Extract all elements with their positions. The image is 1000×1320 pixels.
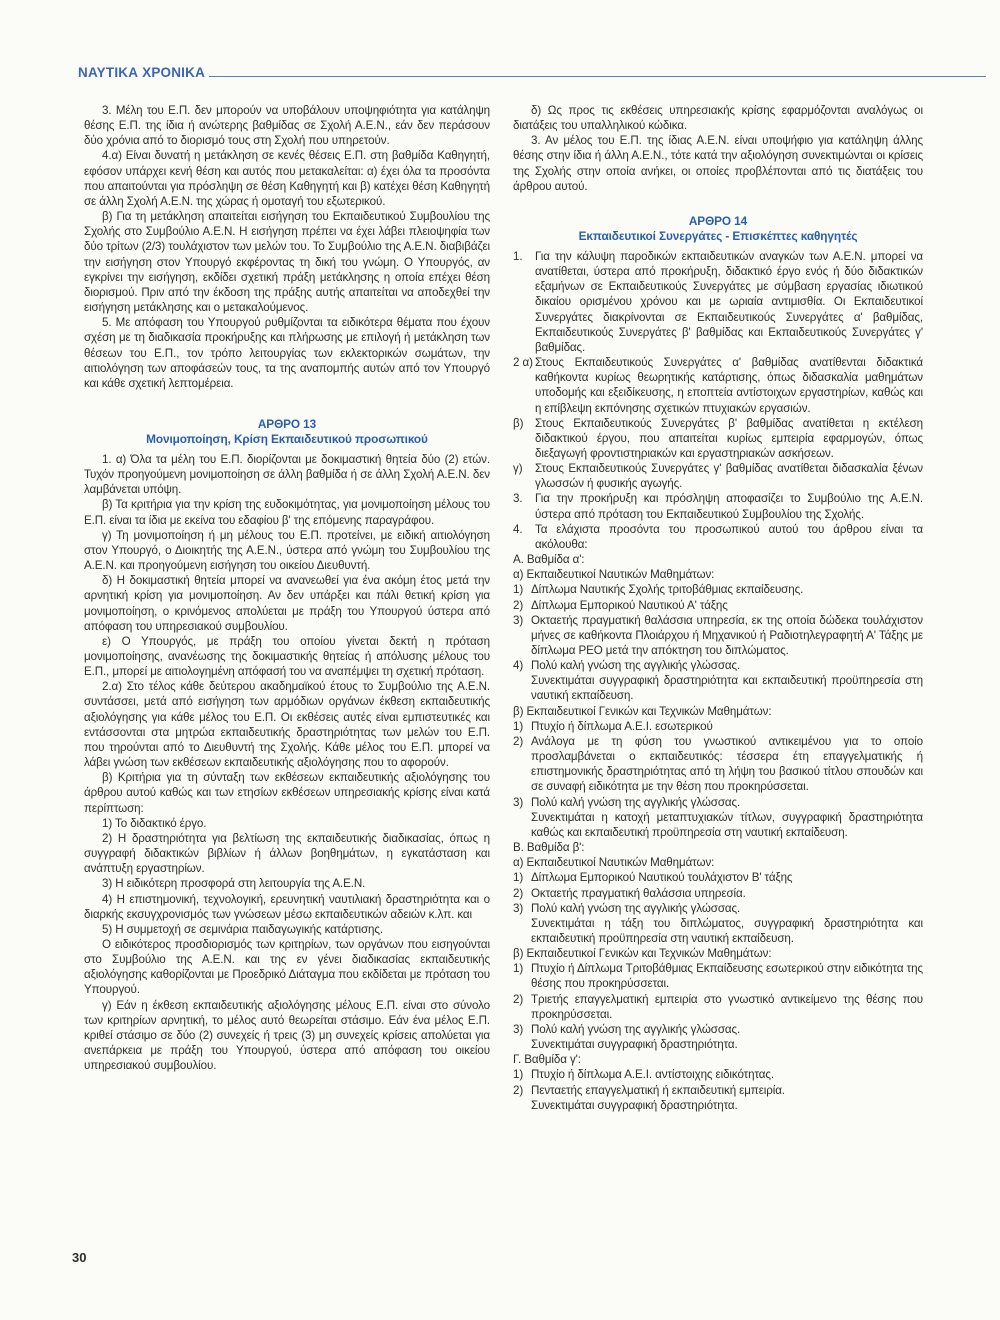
paragraph: β) Κριτήρια για τη σύνταξη των εκθέσεων εκπαιδευτικής αξιολόγησης του άρθρου αυτού καθώς και των ετησίων εκθέσεων υπηρεσιακής κρίσης είναι κατά περίπτωση:: [84, 771, 490, 815]
article-14-subtitle: Εκπαιδευτικοί Συνεργάτες - Επισκέπτες καθηγητές: [578, 229, 858, 244]
item-number: 1): [513, 583, 524, 597]
criteria-item: 1) Το διδακτικό έργο.: [102, 816, 207, 830]
subject-heading: β) Εκπαιδευτικοί Γενικών και Τεχνικών Μαθημάτων:: [513, 947, 772, 961]
paragraph: δ) Η δοκιμαστική θητεία μπορεί να ανανεωθεί για ένα ακόμη έτος μετά την αρνητική κρίση για μονιμοποίηση. Αν δεν υπάρξει και πάλι θετική κρίση για μονιμοποίηση, ο κρινόμενος απολύεται με πράξη του Υπουργού ύστερα από απόφαση του υπηρεσιακού συμβουλίου.: [84, 574, 490, 633]
numbered-item: [513, 355, 923, 416]
paragraph: γ) Τη μονιμοποίηση ή μη μέλους του Ε.Π. προτείνει, με ειδική αιτιολόγηση στον Υπουργό, ο Διοικητής της Α.Ε.Ν., ύστερα από γνώμη του Συμβουλίου της Α.Ε.Ν. και προηγούμενη εισήγηση του οικείου Διευθυντή.: [84, 528, 490, 573]
article-14-title: ΑΡΘΡΟ 14: [688, 213, 748, 228]
running-header: [78, 64, 986, 84]
paragraph: γ) Εάν η έκθεση εκπαιδευτικής αξιολόγησης μέλους Ε.Π. είναι στο σύνολο των κριτηρίων αρνητική, το μέλος αυτό θεωρείται στάσιμο. Εάν ένα μέλος Ε.Π. κριθεί στάσιμο σε δύο (2) συνεχείς ή τρεις (3) μη συνεχείς κρίσεις απολύεται για ανεπάρκεια με πράξη του Υπουργού, ύστερα από απόφαση του οικείου υπηρεσιακού συμβουλίου.: [84, 998, 490, 1073]
item-text: Πολύ καλή γνώση της αγγλικής γλώσσας.: [531, 659, 741, 673]
note: Συνεκτιμάται η τάξη του διπλώματος, συγγραφική δραστηριότητα και εκπαιδευτική προϋπηρεσία στη ναυτική εκπαίδευση.: [531, 916, 923, 945]
item-number: 2): [513, 886, 524, 900]
numbered-item: [513, 461, 923, 491]
note: Συνεκτιμάται συγγραφική δραστηριότητα.: [531, 1038, 738, 1052]
paragraph: 5. Με απόφαση του Υπουργού ρυθμίζονται τα ειδικότερα θέματα που έχουν σχέση με τη διαδικασία προκήρυξης και πλήρωσης με επιλογή ή μετάκληση των θέσεων του Ε.Π., τον τρόπο λειτουργίας των εκλεκτορικών σωμάτων, την αιτιολόγηση των αποφάσεών τους, τα της αναπομπής αυτών από τον Υπουργό και κάθε σχετική λεπτομέρεια.: [84, 316, 490, 390]
item-text: Για την προκήρυξη και πρόσληψη αποφασίζει το Συμβούλιο της Α.Ε.Ν. ύστερα από πρόταση του Εκπαιδευτικού Συμβουλίου της Σχολής.: [535, 492, 923, 521]
grade-heading: Β. Βαθμίδα β':: [513, 841, 585, 855]
paragraph: β) Τα κριτήρια για την κρίση της ευδοκιμότητας, για μονιμοποίηση μέλους του Ε.Π. είναι τα ίδια με εκείνα του εδαφίου β' της επόμενης παραγράφου.: [84, 498, 490, 527]
item-text: Δίπλωμα Εμπορικού Ναυτικού τουλάχιστον Β' τάξης: [531, 871, 793, 885]
item-text: Ανάλογα με τη φύση του γνωστικού αντικειμένου για το οποίο προσλαμβάνεται ο εκπαιδευτικός: τέσσερα έτη επαγγελματικής ή επιστημονικής δραστηριότητας από τη λήψη του βασικού τίτλου σπουδών και σε συναφή ειδικότητα με την θέση που προκηρύσσεται.: [531, 734, 923, 794]
item-number: 4.: [513, 522, 523, 536]
subject-heading: β) Εκπαιδευτικοί Γενικών και Τεχνικών Μαθημάτων:: [513, 704, 772, 718]
item-number: 2 α): [513, 356, 533, 370]
item-number: 3): [513, 795, 524, 809]
item-number: 4): [513, 659, 524, 673]
item-number: γ): [513, 462, 523, 476]
qualification-item: [513, 1022, 923, 1037]
item-text: Πενταετής επαγγελματική ή εκπαιδευτική εμπειρία.: [531, 1083, 785, 1097]
paragraph: 3. Μέλη του Ε.Π. δεν μπορούν να υποβάλουν υποψηφιότητα για κατάληψη θέσης Ε.Π. της ίδια ή ανώτερης βαθμίδας σε Σχολή Α.Ε.Ν., εάν δεν περάσουν δύο χρόνια από το διορισμό τους στη Σχολή που υπηρετούν.: [84, 104, 490, 148]
qualification-item: [513, 901, 923, 916]
qualification-item: [513, 582, 923, 597]
item-text: Πτυχίο ή δίπλωμα Α.Ε.Ι. εσωτερικού: [531, 719, 713, 733]
criteria-item: 4) Η επιστημονική, τεχνολογική, ερευνητική ναυτιλιακή δραστηριότητα και ο διαρκής εκσυγχρονισμός των γνώσεων μέσω εκπαιδευτικών αδειών κ.λπ. και: [84, 892, 490, 921]
paragraph: β) Για τη μετάκληση απαιτείται εισήγηση του Εκπαιδευτικού Συμβουλίου της Σχολής στο Συμβούλιο Α.Ε.Ν. Η εισήγηση πρέπει να έχει λάβει πλειοψηφία των δύο τρίτων (2/3) τουλάχιστον των μελών του. Το Συμβούλιο της Α.Ε.Ν. διαβιβάζει την εισήγηση στον Υπουργό εκφέροντας τη δική του γνώμη. Ο Υπουργός, αν εγκρίνει την εισήγηση, εκδίδει σχετική πράξη μετάκλησης η οποία επέχει θέση διορισμού. Πριν από την έκδοση της πράξης αυτής απαιτείται να αποδεχθεί την εισήγηση μετάκλησης και ο μετακαλούμενος.: [84, 210, 490, 315]
criteria-item: 5) Η συμμετοχή σε σεμινάρια παιδαγωγικής κατάρτισης.: [102, 922, 383, 936]
page-number: 30: [72, 1250, 87, 1265]
numbered-item: [513, 416, 923, 461]
item-text: Δίπλωμα Εμπορικού Ναυτικού Α' τάξης: [531, 598, 728, 612]
numbered-item: [513, 491, 923, 521]
qualification-item: [513, 870, 923, 885]
item-number: 1): [513, 962, 524, 976]
qualification-item: [513, 658, 923, 673]
grade-heading: Α. Βαθμίδα α':: [513, 553, 585, 567]
item-text: Οκταετής πραγματική θαλάσσια υπηρεσία.: [531, 886, 746, 900]
paragraph: 3. Αν μέλος του Ε.Π. της ίδιας Α.Ε.Ν. είναι υποψήφιο για κατάληψη άλλης θέσης στην ίδια ή άλλη Α.Ε.Ν., τότε κατά την αξιολόγηση συνεκτιμώνται οι κρίσεις της Σχολής στην οποία ανήκει, οι οποίες προβλέπονται από τις διατάξεις του άρθρου αυτού.: [513, 134, 923, 193]
qualification-item: [513, 886, 923, 901]
qualification-item: [513, 734, 923, 795]
item-text: Δίπλωμα Ναυτικής Σχολής τριτοβάθμιας εκπαίδευσης.: [531, 583, 804, 597]
item-number: 2): [513, 598, 524, 612]
item-number: 3): [513, 613, 524, 627]
item-number: 1): [513, 719, 524, 733]
item-number: 2): [513, 1083, 524, 1097]
note: Συνεκτιμάται συγγραφική δραστηριότητα.: [531, 1098, 738, 1112]
article-13-subtitle: Μονιμοποίηση, Κρίση Εκπαιδευτικού προσωπικού: [146, 432, 428, 447]
item-text: Στους Εκπαιδευτικούς Συνεργάτες β' βαθμίδας ανατίθεται η εκτέλεση διδακτικού έργου, που απαιτείται κυρίως εμπειρία εφαρμογών, όπως διεξαγωγή φροντιστηριακών και εργαστηριακών ασκήσεων.: [535, 416, 923, 460]
paragraph: Ο ειδικότερος προσδιορισμός των κριτηρίων, των οργάνων που εισηγούνται στο Συμβούλιο της Α.Ε.Ν. και της εν γένει διαδικασίας εκπαιδευτικής αξιολόγησης καθορίζονται με Προεδρικό Διάταγμα που εκδίδεται με πρόταση του Υπουργού.: [84, 937, 490, 997]
paragraph: δ) Ως προς τις εκθέσεις υπηρεσιακής κρίσης εφαρμόζονται αναλόγως οι διατάξεις του υπαλληλικού κώδικα.: [513, 104, 923, 133]
numbered-item: [513, 249, 923, 355]
item-number: 2): [513, 992, 524, 1006]
qualification-item: [513, 961, 923, 991]
item-text: Στους Εκπαιδευτικούς Συνεργάτες α' βαθμίδας ανατίθενται διδακτικά καθήκοντα κυρίως θεωρητικής κατάρτισης, όπως διδασκαλία μαθημάτων υποδομής και εξειδίκευσης, η εποπτεία αντίστοιχων εργαστηρίων, καθώς και η επίβλεψη εκπόνησης σχετικών πτυχιακών εργασιών.: [535, 356, 923, 415]
paragraph: 2.α) Στο τέλος κάθε δεύτερου ακαδημαϊκού έτους το Συμβούλιο της Α.Ε.Ν. συντάσσει, μετά από εισήγηση των αρμόδιων οργάνων έκθεση εκπαιδευτικής αξιολόγησης για κάθε μέλος του Ε.Π. Οι εκθέσεις αυτές είναι εμπιστευτικές και εντάσσονται στα μητρώα εκπαιδευτικής δραστηριότητας των μελών του Ε.Π. που τηρούνται από το Διευθυντή της Σχολής. Κάθε μέλος του Ε.Π. μπορεί να λάβει γνώση των εκθέσεων εκπαιδευτικής αξιολόγησης που το αφορούν.: [84, 680, 490, 770]
item-text: Οκταετής πραγματική θαλάσσια υπηρεσία, εκ της οποία δώδεκα τουλάχιστον μήνες σε καθήκοντα Πλοιάρχου ή Μηχανικού ή Ραδιοτηλεγραφητή Α' Τάξης με δίπλωμα ΡΕΟ μετά την απόκτηση του διπλώματος.: [531, 613, 923, 657]
paragraph: 1. α) Όλα τα μέλη του Ε.Π. διορίζονται με δοκιμαστική θητεία δύο (2) ετών. Τυχόν προηγούμενη μονιμοποίηση σε άλλη βαθμίδα ή σε άλλη Σχολή Α.Ε.Ν. δεν λαμβάνεται υπόψη.: [84, 452, 490, 497]
item-number: 1): [513, 1068, 524, 1082]
grade-heading: Γ. Βαθμίδα γ':: [513, 1053, 581, 1067]
note: Συνεκτιμάται η κατοχή μεταπτυχιακών τίτλων, συγγραφική δραστηριότητα καθώς και εκπαιδευτική προϋπηρεσία στη ναυτική εκπαίδευση.: [531, 810, 923, 839]
qualification-item: [513, 598, 923, 613]
item-number: β): [513, 416, 524, 430]
item-text: Στους Εκπαιδευτικούς Συνεργάτες γ' βαθμίδας ανατίθεται διδασκαλία ξένων γλωσσών ή φυσικής αγωγής.: [535, 462, 923, 491]
item-text: Για την κάλυψη παροδικών εκπαιδευτικών αναγκών των Α.Ε.Ν. μπορεί να ανατίθεται, ύστερα από προκήρυξη, διδακτικό έργο ενός ή δύο διδακτικών εξαμήνων σε Εκπαιδευτικούς Συνεργάτες με σύμβαση εργασίας ιδιωτικού δικαίου ορισμένου χρόνου και με ωριαία αντιμισθία. Οι Εκπαιδευτικοί Συνεργάτες διακρίνονται σε Εκπαιδευτικούς Συνεργάτες α' βαθμίδας, Εκπαιδευτικούς Συνεργάτες β' βαθμίδας και Εκπαιδευτικούς Συνεργάτες γ' βαθμίδας.: [535, 249, 923, 354]
item-text: Πολύ καλή γνώση της αγγλικής γλώσσας.: [531, 901, 741, 915]
qualification-item: [513, 1067, 923, 1082]
item-text: Πτυχίο ή Δίπλωμα Τριτοβάθμιας Εκπαίδευσης εσωτερικού στην ειδικότητα της θέσης που προκηρύσσεται.: [531, 962, 923, 991]
qualification-item: [513, 992, 923, 1022]
subject-heading: α) Εκπαιδευτικοί Ναυτικών Μαθημάτων:: [513, 856, 715, 870]
paragraph: ε) Ο Υπουργός, με πράξη του οποίου γίνεται δεκτή η πρόταση μονιμοποίησης, ανανέωσης της δοκιμαστικής θητείας ή απόλυσης μέλους του Ε.Π., μπορεί με αιτιολογημένη απόφασή του να αναπέμψει τη σχετική πρόταση.: [84, 634, 490, 679]
numbered-item: [513, 522, 923, 552]
qualification-item: [513, 1083, 923, 1098]
left-column: [84, 103, 490, 1073]
item-text: Τα ελάχιστα προσόντα του προσωπικού αυτού του άρθρου είναι τα ακόλουθα:: [535, 522, 923, 551]
item-text: Πολύ καλή γνώση της αγγλικής γλώσσας.: [531, 1022, 741, 1036]
qualification-item: [513, 719, 923, 734]
magazine-title: ΝΑΥΤΙΚΑ ΧΡΟΝΙΚΑ: [78, 64, 209, 82]
article-13-title: ΑΡΘΡΟ 13: [257, 416, 317, 431]
item-text: Πτυχίο ή δίπλωμα Α.Ε.Ι. αντίστοιχης ειδικότητας.: [531, 1068, 774, 1082]
note: Συνεκτιμάται συγγραφική δραστηριότητα και εκπαιδευτική προϋπηρεσία στη ναυτική εκπαίδευση.: [531, 674, 923, 703]
paragraph: 4.α) Είναι δυνατή η μετάκληση σε κενές θέσεις Ε.Π. στη βαθμίδα Καθηγητή, εφόσον υπάρχει κενή θέση και αυτός που μετακαλείται: α) έχει όλα τα προσόντα που απαιτούνται για πρόσληψη σε θέση Καθηγητή και β) κατέχει θέση Καθηγητή σε άλλη Σχολή Α.Ε.Ν. της χώρας ή ομοταγή του εξωτερικού.: [84, 149, 490, 208]
right-column: [513, 103, 923, 1113]
item-number: 3): [513, 901, 524, 915]
criteria-item: 2) Η δραστηριότητα για βελτίωση της εκπαιδευτικής διαδικασίας, όπως η συγγραφή διδακτικών βιβλίων ή άλλων βοηθημάτων, η εγκατάσταση και ανάπτυξη εργαστηρίων.: [84, 831, 490, 876]
item-number: 3.: [513, 492, 523, 506]
item-number: 2): [513, 734, 524, 748]
item-text: Τριετής επαγγελματική εμπειρία στο γνωστικό αντικείμενο της θέσης που προκηρύσσεται.: [531, 992, 923, 1021]
criteria-item: 3) Η ειδικότερη προσφορά στη λειτουργία της Α.Ε.Ν.: [102, 877, 366, 891]
item-text: Πολύ καλή γνώση της αγγλικής γλώσσας.: [531, 795, 741, 809]
item-number: 1.: [513, 249, 523, 263]
item-number: 3): [513, 1022, 524, 1036]
qualification-item: [513, 613, 923, 658]
header-rule: [78, 76, 986, 77]
qualification-item: [513, 795, 923, 810]
subject-heading: α) Εκπαιδευτικοί Ναυτικών Μαθημάτων:: [513, 568, 715, 582]
item-number: 1): [513, 871, 524, 885]
